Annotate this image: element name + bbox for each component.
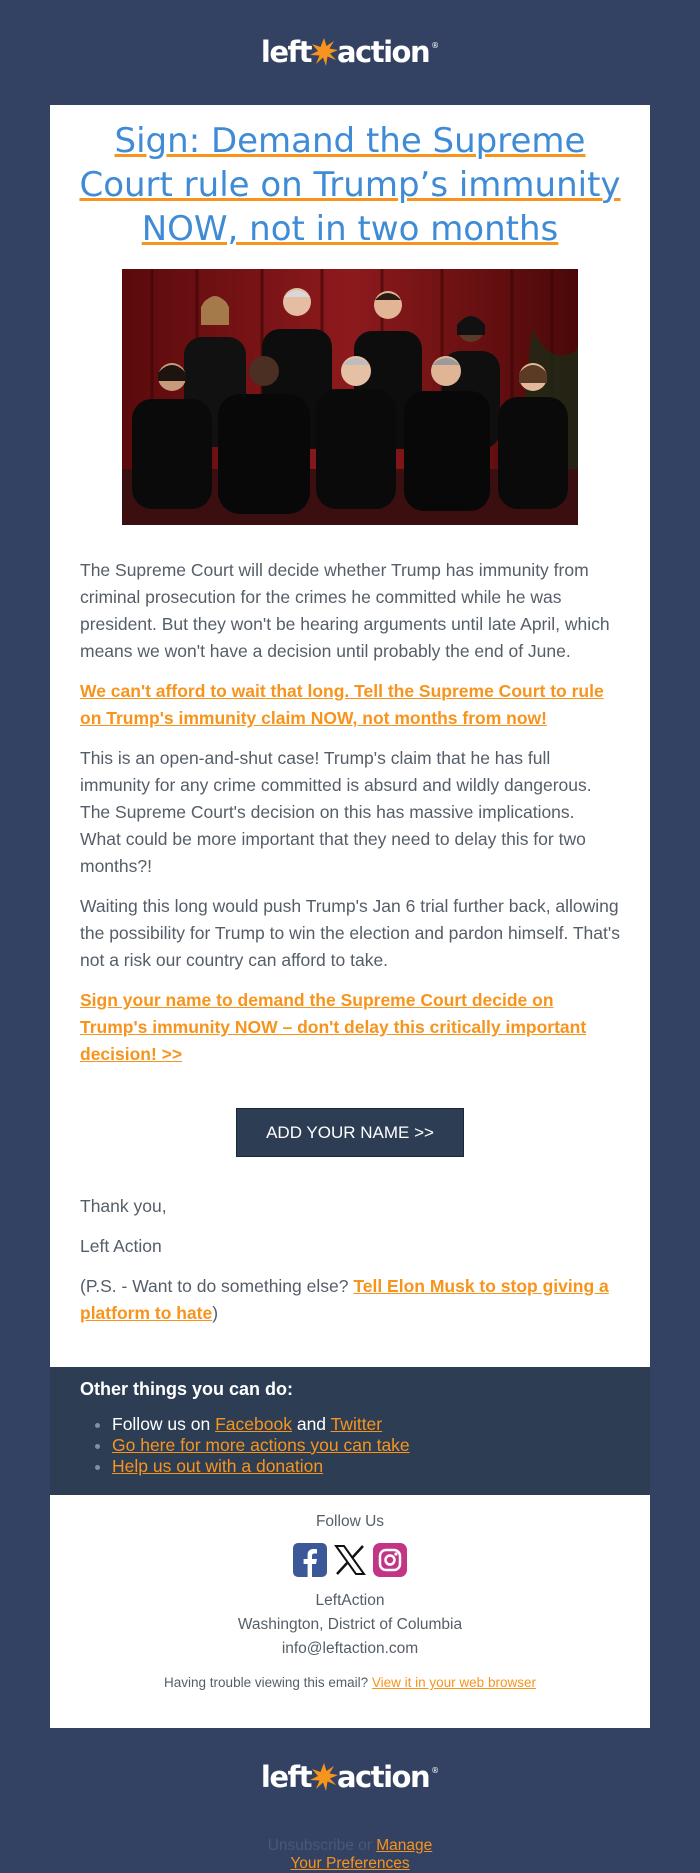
twitter-link[interactable]: Twitter bbox=[330, 1414, 383, 1434]
instagram-icon[interactable] bbox=[373, 1543, 407, 1577]
follow-us-label: Follow Us bbox=[315, 1513, 385, 1530]
intro-paragraph: The Supreme Court will decide whether Trump has immunity from criminal prosecution for the crimes he committed while he was president. But they won't be hearing arguments until late April, which means we won't have a decision until probably the end of June. bbox=[80, 560, 610, 661]
add-your-name-button[interactable]: ADD YOUR NAME >> bbox=[236, 1108, 464, 1157]
cta-area bbox=[50, 1108, 650, 1157]
headline-link[interactable]: Sign: Demand the Supreme Court rule on Trump’s immunity NOW, not in two months bbox=[79, 121, 621, 249]
unsubscribe-link[interactable]: Unsubscribe or bbox=[267, 1837, 377, 1854]
sign-your-name-link[interactable]: Sign your name to demand the Supreme Court decide on Trump's immunity NOW – don't delay this critically important decision! >> bbox=[80, 990, 587, 1064]
facebook-icon[interactable] bbox=[293, 1543, 327, 1577]
cta-paragraph-2 bbox=[80, 987, 620, 1068]
email-card bbox=[50, 105, 650, 1728]
donation-link[interactable]: Help us out with a donation bbox=[112, 1456, 324, 1476]
address-block bbox=[50, 1589, 650, 1661]
footer-logo-area bbox=[0, 1760, 700, 1794]
social-icons bbox=[50, 1543, 650, 1577]
list-item: • Follow us on Facebook and Twitter bbox=[112, 1414, 620, 1435]
other-actions-section bbox=[50, 1367, 650, 1495]
x-icon[interactable] bbox=[333, 1543, 367, 1577]
tell-supreme-court-link[interactable]: We can't afford to wait that long. Tell the Supreme Court to rule on Trump's immunity claim NOW, not months from now! bbox=[80, 681, 604, 728]
other-actions-title: Other things you can do: bbox=[80, 1379, 294, 1399]
starburst-icon bbox=[310, 38, 338, 66]
org-name: LeftAction bbox=[315, 1592, 385, 1609]
ps-text: (P.S. - Want to do something else? Tell Elon Musk to stop giving a platform to hate) bbox=[80, 1276, 609, 1323]
list-item bbox=[112, 1456, 620, 1477]
trouble-viewing-text: Having trouble viewing this email? View it in your web browser bbox=[164, 1675, 536, 1690]
headline bbox=[50, 119, 650, 251]
unsubscribe-area bbox=[0, 1837, 700, 1873]
leftaction-logo[interactable]: left action ® bbox=[260, 35, 440, 69]
header-logo-area bbox=[0, 0, 700, 104]
open-shut-paragraph: This is an open-and-shut case! Trump's claim that he has full immunity for any crime committed is absurd and wildly dangerous. The Supreme Court's decision on this has massive implications. What could be more important that they need to delay this for two months?! bbox=[80, 748, 592, 876]
cta-paragraph-1 bbox=[80, 678, 620, 732]
manage-link[interactable]: Manage bbox=[376, 1837, 433, 1854]
view-in-browser-link[interactable]: View it in your web browser bbox=[371, 1675, 536, 1690]
message-body bbox=[50, 557, 650, 1068]
facebook-link[interactable]: Facebook bbox=[215, 1414, 292, 1434]
thank-you-text: Thank you, bbox=[80, 1196, 167, 1216]
list-item bbox=[112, 1435, 620, 1456]
org-email: info@leftaction.com bbox=[281, 1640, 419, 1657]
signature-text: Left Action bbox=[80, 1236, 162, 1256]
footer bbox=[50, 1495, 650, 1728]
leftaction-footer-logo[interactable]: left action ® bbox=[260, 1760, 440, 1794]
more-actions-link[interactable]: Go here for more actions you can take bbox=[112, 1435, 410, 1455]
starburst-icon bbox=[310, 1763, 338, 1791]
org-location: Washington, District of Columbia bbox=[237, 1616, 463, 1633]
trial-paragraph: Waiting this long would push Trump's Jan 6 trial further back, allowing the possibility for Trump to win the election and pardon himself. That's not a risk our country can afford to take. bbox=[80, 896, 620, 970]
elon-musk-link[interactable]: Tell Elon Musk to stop giving a platform to hate bbox=[80, 1276, 609, 1323]
preferences-link[interactable]: Your Preferences bbox=[290, 1855, 410, 1872]
closing-section bbox=[50, 1193, 650, 1327]
supreme-court-justices-photo[interactable] bbox=[122, 269, 578, 525]
other-actions-list bbox=[80, 1414, 620, 1477]
